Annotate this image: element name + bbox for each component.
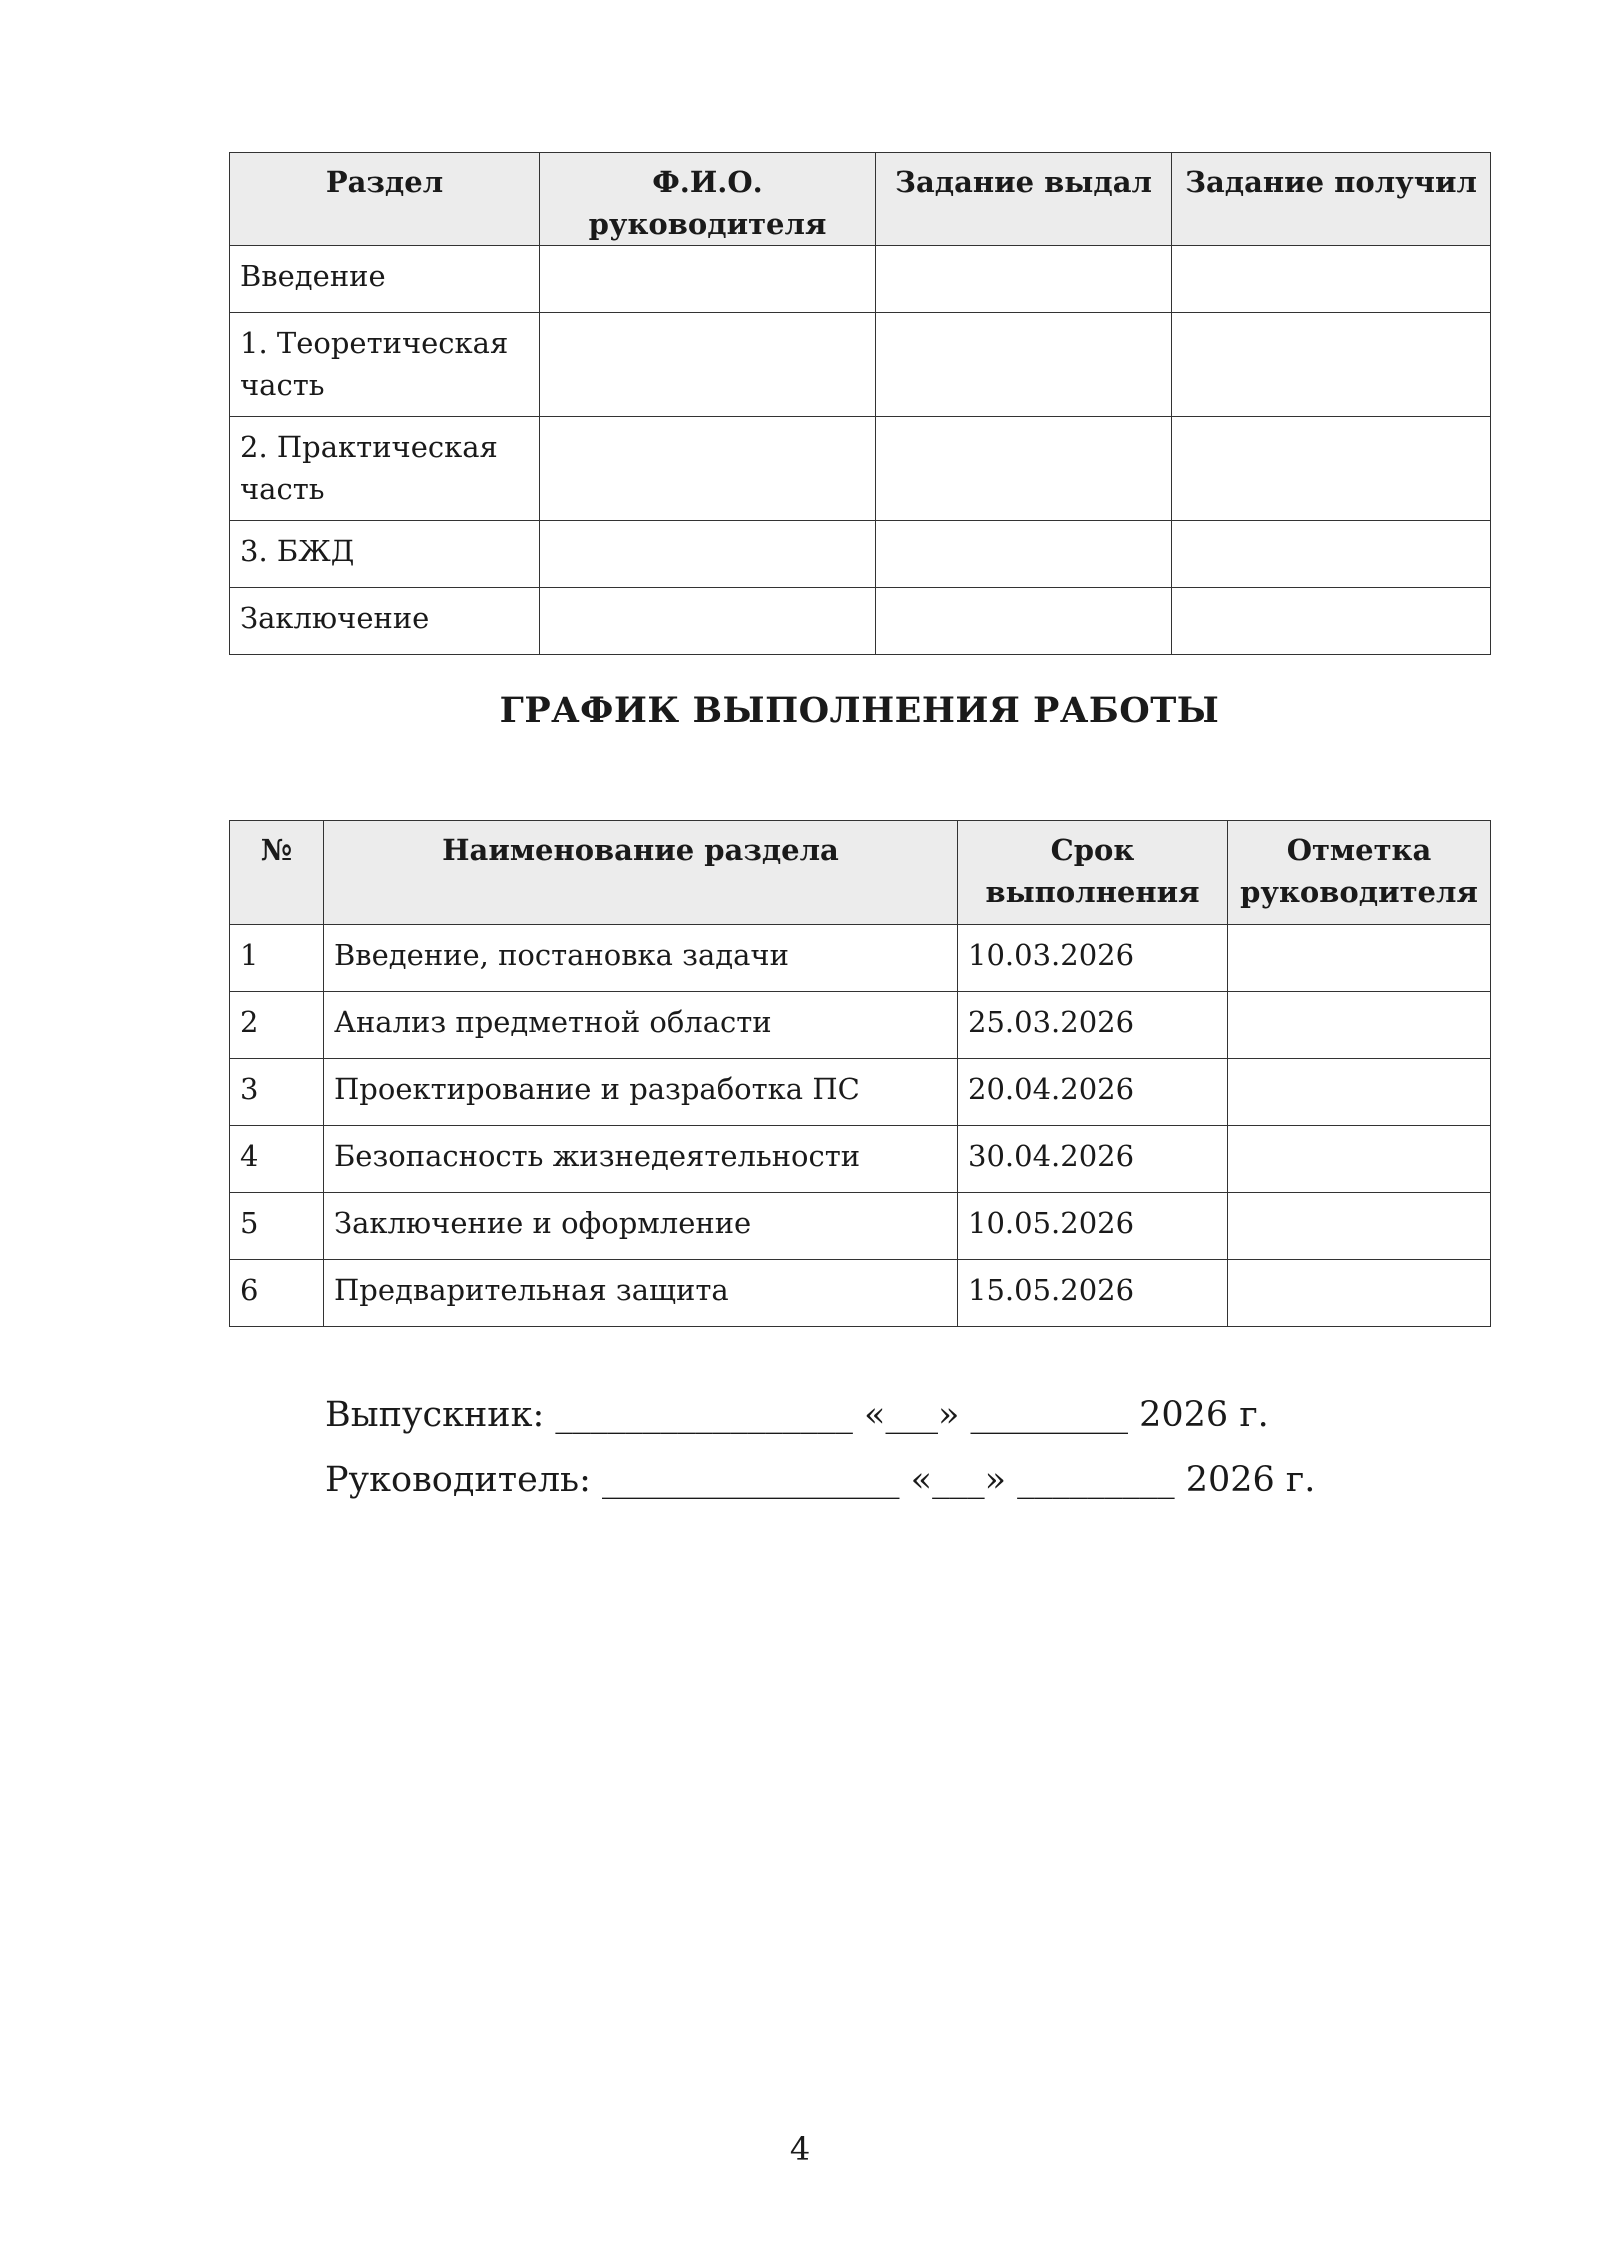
table-header-row: [230, 153, 1491, 246]
table-row: [230, 246, 1491, 313]
row-number-cell: 4: [230, 1126, 324, 1193]
task-issued-cell: [876, 417, 1172, 521]
deadline-cell: 25.03.2026: [958, 992, 1228, 1059]
row-number-cell: 5: [230, 1193, 324, 1260]
supervisor-mark-cell: [1228, 925, 1491, 992]
row-number-cell: 1: [230, 925, 324, 992]
task-received-cell: [1172, 313, 1491, 417]
section-name-cell: Проектирование и разработка ПС: [324, 1059, 958, 1126]
task-received-cell: [1172, 246, 1491, 313]
supervisor-signature-line: Руководитель: _________________ «___» _________ 2026 г.: [325, 1460, 1316, 1500]
section-name-cell: Безопасность жизнедеятельности: [324, 1126, 958, 1193]
section-name-cell: Заключение и оформление: [324, 1193, 958, 1260]
deadline-cell: 15.05.2026: [958, 1260, 1228, 1327]
table-row: [230, 1260, 1491, 1327]
supervisor-name-cell: [540, 521, 876, 588]
section-cell: Заключение: [230, 588, 540, 655]
deadline-cell: 30.04.2026: [958, 1126, 1228, 1193]
row-number-cell: 2: [230, 992, 324, 1059]
task-received-cell: [1172, 417, 1491, 521]
column-header-deadline: Срок выполнения: [958, 821, 1228, 925]
supervisor-name-cell: [540, 588, 876, 655]
column-header-section: Раздел: [230, 153, 540, 246]
section-name-cell: Анализ предметной области: [324, 992, 958, 1059]
supervisor-mark-cell: [1228, 992, 1491, 1059]
task-issued-cell: [876, 521, 1172, 588]
supervisor-name-cell: [540, 313, 876, 417]
table-row: [230, 521, 1491, 588]
section-cell: 3. БЖД: [230, 521, 540, 588]
task-issued-cell: [876, 313, 1172, 417]
column-header-supervisor-name: Ф.И.О. руководителя: [540, 153, 876, 246]
section-cell: 2. Практическая часть: [230, 417, 540, 521]
schedule-title: ГРАФИК ВЫПОЛНЕНИЯ РАБОТЫ: [499, 690, 1220, 731]
deadline-cell: 10.03.2026: [958, 925, 1228, 992]
column-header-task-issued: Задание выдал: [876, 153, 1172, 246]
column-header-section-name: Наименование раздела: [324, 821, 958, 925]
section-cell: 1. Теоретическая часть: [230, 313, 540, 417]
table-row: [230, 992, 1491, 1059]
column-header-supervisor-mark: Отметка руководителя: [1228, 821, 1491, 925]
graduate-signature-line: Выпускник: _________________ «___» _________ 2026 г.: [325, 1395, 1269, 1435]
section-cell: Введение: [230, 246, 540, 313]
section-name-cell: Предварительная защита: [324, 1260, 958, 1327]
supervisor-mark-cell: [1228, 1059, 1491, 1126]
table-row: [230, 1126, 1491, 1193]
task-received-cell: [1172, 588, 1491, 655]
supervisor-mark-cell: [1228, 1126, 1491, 1193]
page-number: 4: [789, 2130, 811, 2168]
table-row: [230, 1059, 1491, 1126]
schedule-table: [229, 820, 1491, 1327]
row-number-cell: 6: [230, 1260, 324, 1327]
task-received-cell: [1172, 521, 1491, 588]
assignment-table: [229, 152, 1491, 655]
column-header-task-received: Задание получил: [1172, 153, 1491, 246]
supervisor-name-cell: [540, 417, 876, 521]
table-row: [230, 925, 1491, 992]
table-row: [230, 417, 1491, 521]
section-name-cell: Введение, постановка задачи: [324, 925, 958, 992]
column-header-number: №: [230, 821, 324, 925]
table-row: [230, 588, 1491, 655]
deadline-cell: 20.04.2026: [958, 1059, 1228, 1126]
deadline-cell: 10.05.2026: [958, 1193, 1228, 1260]
task-issued-cell: [876, 588, 1172, 655]
table-row: [230, 1193, 1491, 1260]
row-number-cell: 3: [230, 1059, 324, 1126]
task-issued-cell: [876, 246, 1172, 313]
supervisor-mark-cell: [1228, 1193, 1491, 1260]
supervisor-name-cell: [540, 246, 876, 313]
table-row: [230, 313, 1491, 417]
table-header-row: [230, 821, 1491, 925]
supervisor-mark-cell: [1228, 1260, 1491, 1327]
